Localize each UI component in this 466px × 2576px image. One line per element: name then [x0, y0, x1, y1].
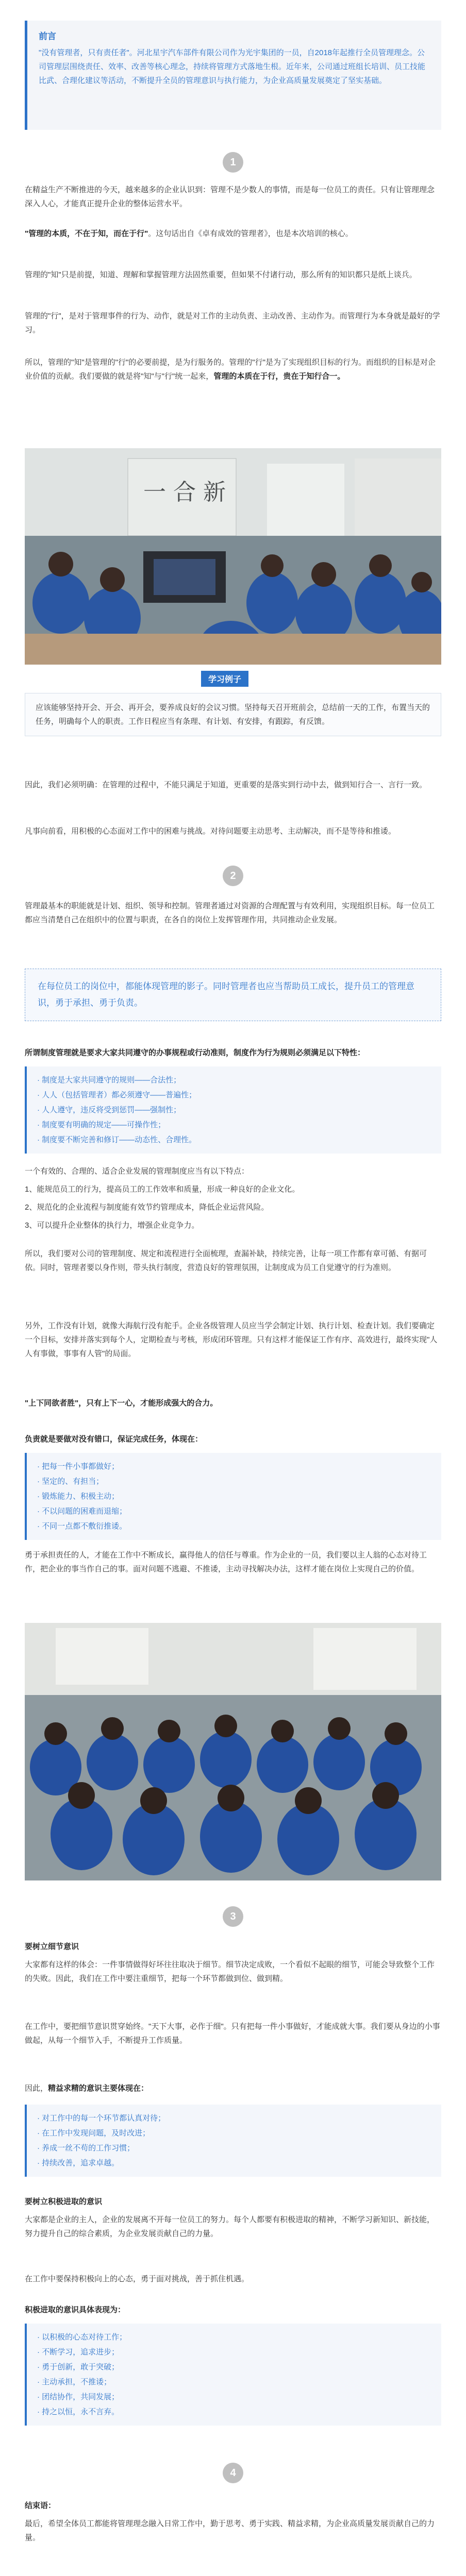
sec3-p2: 在工作中，要把细节意识贯穿始终。"天下大事，必作于细"。只有把每一件小事做好，才能成就大事。我们要从身边的小事做起，从每一个细节入手，不断提升工作质量。 [25, 2022, 440, 2045]
sec3-list-item: · 持续改善，追求卓越。 [37, 2159, 120, 2167]
sec2-list2-item: · 不同一点都不敷衍推诿。 [37, 1522, 127, 1531]
sec1-p5-bold: 管理的本质在于行，贵在于知行合一。 [213, 372, 345, 381]
sec2-heading2: 负责就是要做对没有错口，保证完成任务，体现在： [25, 1435, 203, 1444]
sec2-list-item: · 制度要不断完善和修订——动态性、合理性。 [37, 1136, 197, 1144]
example-quote: 应该能够坚持开会、开会、再开会，要养成良好的会议习惯。坚持每天召开班前会，总结前一天的工作，布置当天的任务，明确每个人的职责。工作日程应当有条理、有计划、有安排，有跟踪，有反馈。 [25, 693, 441, 736]
sec2-p6: 所以，我们要对公司的管理制度、规定和流程进行全面梳理，查漏补缺，持续完善，让每一项工作都有章可循、有据可依。同时，管理者要以身作则，带头执行制度，营造良好的管理氛围，让制度成为员工自觉遵守的行为准则。 [25, 1249, 427, 1272]
sec1-p6: 因此，我们必须明确：在管理的过程中，不能只满足于知道，更重要的是落实到行动中去，做到知行合一、言行一致。 [25, 781, 427, 789]
sec3-list-item: · 养成一丝不苟的工作习惯； [37, 2144, 135, 2153]
sec3-list2-item: · 以积极的心态对待工作； [37, 2333, 127, 2342]
sec2-list-item: · 制度要有明确的规定——可操作性； [37, 1121, 166, 1129]
sec3-list2 [25, 2324, 441, 2426]
svg-text:一 合 新: 一 合 新 [143, 479, 226, 505]
training-photo-2 [25, 1623, 441, 1880]
sec1-p2-rest: 。这句话出自《卓有成效的管理者》，也是本次培训的核心。 [148, 229, 353, 238]
intro-tag: 前言 [39, 31, 56, 41]
section-number-2: 2 [223, 866, 243, 886]
sec1-p2-bold: "管理的本质，不在于知，而在于行" [25, 229, 148, 238]
sec3-p5: 在工作中要保持积极向上的心态，勇于面对挑战，善于抓住机遇。 [25, 2275, 249, 2283]
sec3-list2-item: · 勇于创新，敢于突破； [37, 2363, 120, 2371]
sec3-p3-text: 因此， [25, 2084, 48, 2093]
sec3-p3 [25, 2081, 441, 2095]
sec3-list2-item: · 团结协作，共同发展； [37, 2393, 120, 2401]
sec1-p5-text: 所以，管理的"知"是管理的"行"的必要前提，是为行服务的。管理的"行"是为了实现组织目标的行为。而组织的目标是对企业价值的贡献。我们要做的就是将"知"与"行"统一起来， [25, 358, 436, 381]
sec1-p7: 凡事向前看，用积极的心态面对工作中的困难与挑战。对待问题要主动思考、主动解决，而不是等待和推诿。 [25, 827, 396, 836]
sec3-p3-bold: 精益求精的意识主要体现在： [48, 2084, 149, 2093]
sec3-heading: 积极进取的意识具体表现为： [25, 2306, 126, 2314]
sec3-list-item: · 在工作中发现问题，及时改进； [37, 2129, 151, 2138]
sec2-list-item: · 制度是大家共同遵守的规则——合法性； [37, 1076, 181, 1084]
sec3-h2: 要树立积极进取的意识 [25, 2197, 103, 2206]
sec2-list2 [25, 1453, 441, 1540]
sec1-p3: 管理的"知"只是前提，知道、理解和掌握管理方法固然重要，但如果不付诸行动，那么所有的知识都只是纸上谈兵。 [25, 270, 417, 279]
example-tag: 学习例子 [201, 671, 248, 687]
sec3-p1: 大家都有这样的体会：一件事情做得好坏往往取决于细节。细节决定成败，一个看似不起眼的细节，可能会导致整个工作的失败。因此，我们在工作中要注重细节，把每一个环节都做到位、做到精。 [25, 1960, 435, 1983]
sec4-label: 结束语： [25, 2501, 56, 2510]
sec2-p8: "上下同欲者胜"，只有上下一心，才能形成强大的合力。 [25, 1399, 218, 1408]
sec2-p9: 勇于承担责任的人，才能在工作中不断成长，赢得他人的信任与尊重。作为企业的一员，我们要以主人翁的心态对待工作，把企业的事当作自己的事。面对问题不逃避、不推诿，主动寻找解决办法，这样才能在岗位上实现自己的价值。 [25, 1551, 427, 1573]
sec3-list [25, 2105, 441, 2177]
sec2-list-item: · 人人遵守，违反将受到惩罚——强制性； [37, 1106, 181, 1114]
sec3-list2-item: · 不断学习，追求进步； [37, 2348, 120, 2357]
section-number-4: 4 [223, 2463, 243, 2483]
sec1-p5 [25, 355, 441, 383]
sec1-p4: 管理的"行"，是对于管理事件的行为、动作，就是对工作的主动负责、主动改善、主动作为。而管理行为本身就是最好的学习。 [25, 312, 440, 334]
sec2-p2: 一个有效的、合理的、适合企业发展的管理制度应当有以下特点： [25, 1167, 249, 1176]
sec3-list2-item: · 持之以恒，永不言弃。 [37, 2408, 120, 2416]
sec2-p5: 3、可以提升企业整体的执行力，增强企业竞争力。 [25, 1221, 199, 1230]
intro-box [25, 21, 441, 130]
sec2-p4: 2、规范化的企业流程与制度能有效节约管理成本，降低企业运营风险。 [25, 1203, 269, 1212]
sec2-list2-item: · 不以问题的困难而退缩； [37, 1507, 127, 1516]
sec2-list2-item: · 坚定的、有担当； [37, 1477, 104, 1486]
section-number-3: 3 [223, 1906, 243, 1927]
sec1-p1: 在精益生产不断推进的今天，越来越多的企业认识到：管理不是少数人的事情，而是每一位员工的责任。只有让管理理念深入人心，才能真正提升企业的整体运营水平。 [25, 185, 435, 208]
intro-text: "没有管理者，只有责任者"。河北星宇汽车部件有限公司作为光宇集团的一员，自2018年起推行全员管理理念。公司管理层围绕责任、效率、改善等核心理念，持续将管理方式落地生根。近年来，公司通过班组长培训、员工技能比武、合理化建议等活动，不断提升全员的管理意识与执行能力，为企业高质量发展奠定了坚实基础。 [39, 48, 426, 85]
sec4-p1: 最后，希望全体员工都能将管理理念融入日常工作中，勤于思考、勇于实践、精益求精，为企业高质量发展贡献自己的力量。 [25, 2519, 435, 2542]
sec1-p2 [25, 227, 441, 241]
training-photo-1 [25, 448, 441, 665]
sec2-p7: 另外，工作没有计划，就像大海航行没有舵手。企业各级管理人员应当学会制定计划、执行计划、检查计划。我们要确定一个目标，安排并落实到每个人，定期检查与考核，形成闭环管理。只有这样才能保证工作有序、高效进行，最终实现"人人有事做，事事有人管"的局面。 [25, 1321, 438, 1358]
sec2-list2-item: · 把每一件小事都做好； [37, 1462, 120, 1471]
sec3-h1: 要树立细节意识 [25, 1942, 79, 1951]
sec2-list2-item: · 锻炼能力、积极主动； [37, 1492, 120, 1501]
sec2-heading: 所谓制度管理就是要求大家共同遵守的办事规程或行动准则，制度作为行为规则必须满足以下特性： [25, 1048, 365, 1057]
sec2-p1: 管理最基本的职能就是计划、组织、领导和控制。管理者通过对资源的合理配置与有效利用，实现组织目标。每一位员工都应当清楚自己在组织中的位置与职责，在各自的岗位上发挥管理作用，共同推动企业发展。 [25, 902, 435, 924]
sec3-p4: 大家都是企业的主人，企业的发展离不开每一位员工的努力。每个人都要有积极进取的精神，不断学习新知识、新技能，努力提升自己的综合素质，为企业发展贡献自己的力量。 [25, 2215, 435, 2238]
sec3-list2-item: · 主动承担，不推诿； [37, 2378, 112, 2386]
sec2-list-item: · 人人（包括管理者）都必须遵守——普遍性； [37, 1091, 197, 1099]
section-number-1: 1 [223, 152, 243, 173]
sec2-callout: 在每位员工的岗位中，都能体现管理的影子。同时管理者也应当帮助员工成长，提升员工的管理意识，勇于承担、勇于负责。 [25, 969, 441, 1021]
sec3-list-item: · 对工作中的每一个环节都认真对待； [37, 2114, 166, 2123]
sec2-p3: 1、能规范员工的行为，提高员工的工作效率和质量，形成一种良好的企业文化。 [25, 1185, 300, 1194]
sec2-list [25, 1066, 441, 1154]
